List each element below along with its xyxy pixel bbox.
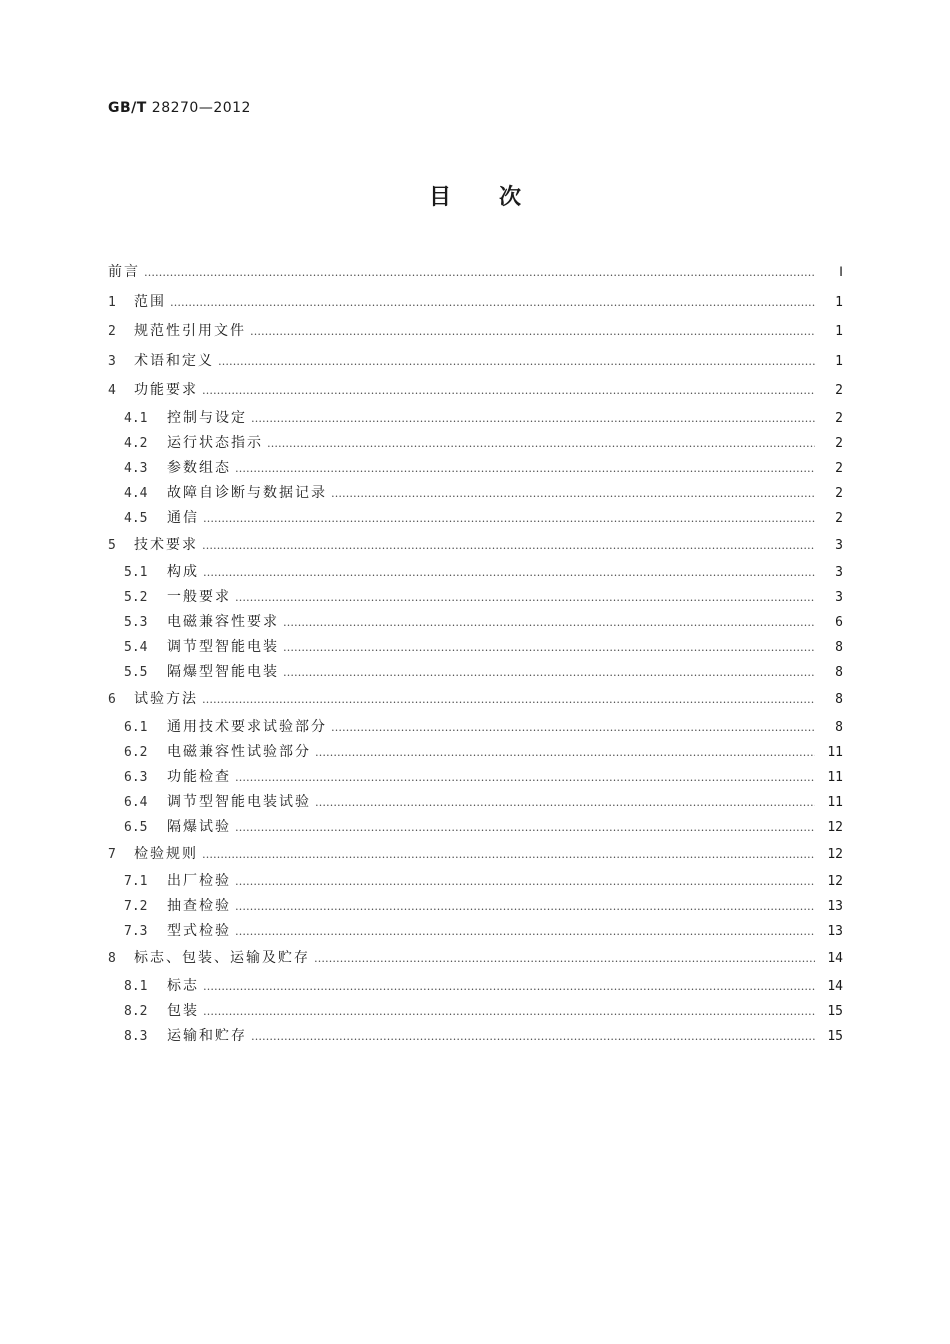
- toc-entry-number: 5.2: [124, 590, 148, 605]
- toc-entry-page: 11: [827, 744, 843, 760]
- toc-entry[interactable]: [108, 531, 843, 561]
- document-code-number: 28270—2012: [151, 100, 251, 116]
- toc-entry-page: 11: [827, 769, 843, 785]
- toc-entry-page: 3: [835, 590, 843, 605]
- toc-entry-number: 8.2: [124, 1003, 148, 1019]
- toc-dot-leader: [203, 506, 815, 531]
- toc-entry-page: 8: [835, 692, 843, 707]
- toc-entry-label: 构成: [167, 564, 199, 580]
- toc-entry-page: 12: [827, 819, 843, 835]
- toc-entry[interactable]: [108, 685, 843, 715]
- toc-entry-number: 5.1: [124, 565, 148, 580]
- toc-dot-leader: [235, 869, 815, 894]
- toc-entry-number: 6: [108, 692, 116, 707]
- toc-entry[interactable]: [108, 894, 843, 919]
- toc-entry-label: 标志、包装、运输及贮存: [134, 950, 310, 966]
- toc-entry-page: 2: [835, 435, 843, 451]
- toc-entry-number: 4.4: [124, 485, 148, 501]
- toc-entry[interactable]: [108, 715, 843, 740]
- toc-entry[interactable]: [108, 815, 843, 840]
- toc-dot-leader: [315, 790, 815, 815]
- toc-entry-page: 2: [835, 485, 843, 501]
- toc-entry-page: 14: [827, 951, 843, 966]
- toc-entry-number: 4: [108, 383, 116, 398]
- toc-entry-page: 8: [835, 665, 843, 680]
- toc-entry[interactable]: [108, 1024, 843, 1049]
- toc-entry-label: 调节型智能电装试验: [167, 793, 311, 810]
- toc-entry[interactable]: [108, 456, 843, 481]
- toc-entry-page: 13: [827, 924, 843, 939]
- toc-entry-number: 6.2: [124, 744, 148, 760]
- toc-entry-label: 一般要求: [167, 589, 231, 605]
- toc-entry-label: 通用技术要求试验部分: [167, 718, 327, 735]
- toc-entry-label: 出厂检验: [167, 873, 231, 889]
- toc-entry-page: 14: [827, 978, 843, 994]
- toc-entry-number: 8.3: [124, 1028, 148, 1044]
- toc-entry-label: 型式检验: [167, 923, 231, 939]
- toc-entry[interactable]: [108, 840, 843, 870]
- toc-entry[interactable]: [108, 585, 843, 610]
- toc-entry-page: 8: [835, 640, 843, 655]
- toc-entry-label: 隔爆试验: [167, 818, 231, 835]
- toc-entry-number: 5.4: [124, 640, 148, 655]
- toc-entry[interactable]: [108, 765, 843, 790]
- toc-entry-number: 3: [108, 353, 116, 369]
- toc-entry[interactable]: [108, 258, 843, 288]
- toc-dot-leader: [235, 894, 815, 919]
- toc-entry-page: 11: [827, 794, 843, 810]
- toc-entry-label: 隔爆型智能电装: [167, 664, 279, 680]
- toc-entry-number: 5.5: [124, 665, 148, 680]
- toc-dot-leader: [314, 944, 815, 974]
- toc-entry-label: 功能检查: [167, 768, 231, 785]
- toc-entry[interactable]: [108, 660, 843, 685]
- toc-entry-number: 4.1: [124, 410, 148, 426]
- toc-entry[interactable]: [108, 919, 843, 944]
- toc-entry-label: 参数组态: [167, 459, 231, 476]
- toc-dot-leader: [331, 481, 815, 506]
- toc-dot-leader: [251, 1024, 815, 1049]
- toc-dot-leader: [235, 585, 815, 610]
- toc-entry-label: 技术要求: [134, 536, 198, 553]
- toc-entry-label: 抽查检验: [167, 898, 231, 914]
- toc-entry-label: 通信: [167, 509, 199, 526]
- toc-entry-page: 1: [835, 324, 843, 339]
- toc-entry-page: 1: [835, 294, 843, 310]
- toc-entry-number: 6.1: [124, 719, 148, 735]
- toc-entry[interactable]: [108, 790, 843, 815]
- toc-dot-leader: [283, 660, 815, 685]
- toc-entry-label: 前言: [108, 264, 140, 280]
- toc-entry[interactable]: [108, 944, 843, 974]
- toc-entry-label: 功能要求: [134, 382, 198, 398]
- toc-entry-page: 2: [835, 410, 843, 426]
- toc-entry[interactable]: [108, 506, 843, 531]
- toc-entry-page: 15: [827, 1003, 843, 1019]
- toc-dot-leader: [283, 635, 815, 660]
- toc-entry[interactable]: [108, 431, 843, 456]
- toc-entry-label: 标志: [167, 977, 199, 994]
- toc-dot-leader: [235, 765, 815, 790]
- toc-dot-leader: [235, 456, 815, 481]
- toc-entry-page: 1: [835, 353, 843, 369]
- toc-entry-page: 15: [827, 1028, 843, 1044]
- toc-entry-number: 2: [108, 324, 116, 339]
- toc-entry-label: 检验规则: [134, 845, 198, 862]
- toc-entry-page: 6: [835, 615, 843, 630]
- toc-entry-label: 规范性引用文件: [134, 323, 246, 339]
- toc-entry-page: 2: [835, 460, 843, 476]
- toc-dot-leader: [202, 840, 815, 870]
- toc-dot-leader: [331, 715, 815, 740]
- toc-entry-number: 7.1: [124, 874, 148, 889]
- toc-entry-label: 范围: [134, 293, 166, 310]
- toc-entry[interactable]: [108, 610, 843, 635]
- toc-entry-number: 4.5: [124, 510, 148, 526]
- toc-entry-page: Ⅰ: [839, 265, 843, 280]
- toc-entry-label: 包装: [167, 1002, 199, 1019]
- toc-dot-leader: [267, 431, 815, 456]
- toc-entry-page: 12: [827, 874, 843, 889]
- toc-entry-number: 7.3: [124, 924, 148, 939]
- toc-dot-leader: [203, 974, 815, 999]
- toc-entry-number: 4.3: [124, 460, 148, 476]
- toc-entry-number: 7: [108, 846, 116, 862]
- toc-dot-leader: [251, 406, 815, 431]
- table-of-contents: [108, 258, 843, 1049]
- toc-dot-leader: [315, 740, 815, 765]
- toc-dot-leader: [235, 815, 815, 840]
- toc-entry-page: 12: [827, 846, 843, 862]
- toc-entry-label: 调节型智能电装: [167, 639, 279, 655]
- toc-entry-number: 5: [108, 537, 116, 553]
- toc-dot-leader: [202, 376, 815, 406]
- toc-entry-number: 6.5: [124, 819, 148, 835]
- toc-entry-page: 8: [835, 719, 843, 735]
- toc-entry-label: 故障自诊断与数据记录: [167, 484, 327, 501]
- toc-dot-leader: [218, 347, 815, 377]
- toc-entry-number: 8.1: [124, 978, 148, 994]
- toc-entry-number: 8: [108, 951, 116, 966]
- toc-entry-number: 1: [108, 294, 116, 310]
- toc-dot-leader: [250, 317, 815, 347]
- toc-entry-number: 6.4: [124, 794, 148, 810]
- toc-entry-label: 试验方法: [134, 691, 198, 707]
- toc-entry-label: 电磁兼容性试验部分: [167, 743, 311, 760]
- toc-entry[interactable]: [108, 406, 843, 431]
- toc-entry[interactable]: [108, 560, 843, 585]
- toc-entry-number: 4.2: [124, 435, 148, 451]
- toc-entry-number: 6.3: [124, 769, 148, 785]
- toc-entry-page: 2: [835, 383, 843, 398]
- toc-dot-leader: [235, 919, 815, 944]
- toc-entry[interactable]: [108, 635, 843, 660]
- toc-entry-number: 7.2: [124, 899, 148, 914]
- toc-dot-leader: [203, 999, 815, 1024]
- toc-entry-page: 2: [835, 510, 843, 526]
- toc-entry[interactable]: [108, 376, 843, 406]
- toc-dot-leader: [203, 560, 815, 585]
- page-title: 目次: [428, 185, 569, 210]
- toc-dot-leader: [202, 685, 815, 715]
- toc-entry-label: 控制与设定: [167, 409, 247, 426]
- toc-entry[interactable]: [108, 347, 843, 377]
- toc-entry-label: 电磁兼容性要求: [167, 614, 279, 630]
- toc-dot-leader: [202, 531, 815, 561]
- toc-entry-page: 3: [835, 565, 843, 580]
- toc-entry[interactable]: [108, 288, 843, 318]
- toc-entry[interactable]: [108, 869, 843, 894]
- toc-dot-leader: [170, 288, 815, 318]
- toc-entry-number: 5.3: [124, 615, 148, 630]
- document-code: [108, 100, 251, 116]
- toc-entry[interactable]: [108, 999, 843, 1024]
- toc-entry[interactable]: [108, 481, 843, 506]
- toc-entry-label: 运输和贮存: [167, 1027, 247, 1044]
- toc-entry[interactable]: [108, 974, 843, 999]
- toc-entry-page: 3: [835, 537, 843, 553]
- toc-entry[interactable]: [108, 740, 843, 765]
- toc-dot-leader: [144, 258, 815, 288]
- toc-entry-label: 术语和定义: [134, 352, 214, 369]
- toc-entry[interactable]: [108, 317, 843, 347]
- toc-entry-page: 13: [827, 899, 843, 914]
- toc-entry-label: 运行状态指示: [167, 434, 263, 451]
- document-code-prefix: GB/T: [108, 100, 147, 116]
- toc-dot-leader: [283, 610, 815, 635]
